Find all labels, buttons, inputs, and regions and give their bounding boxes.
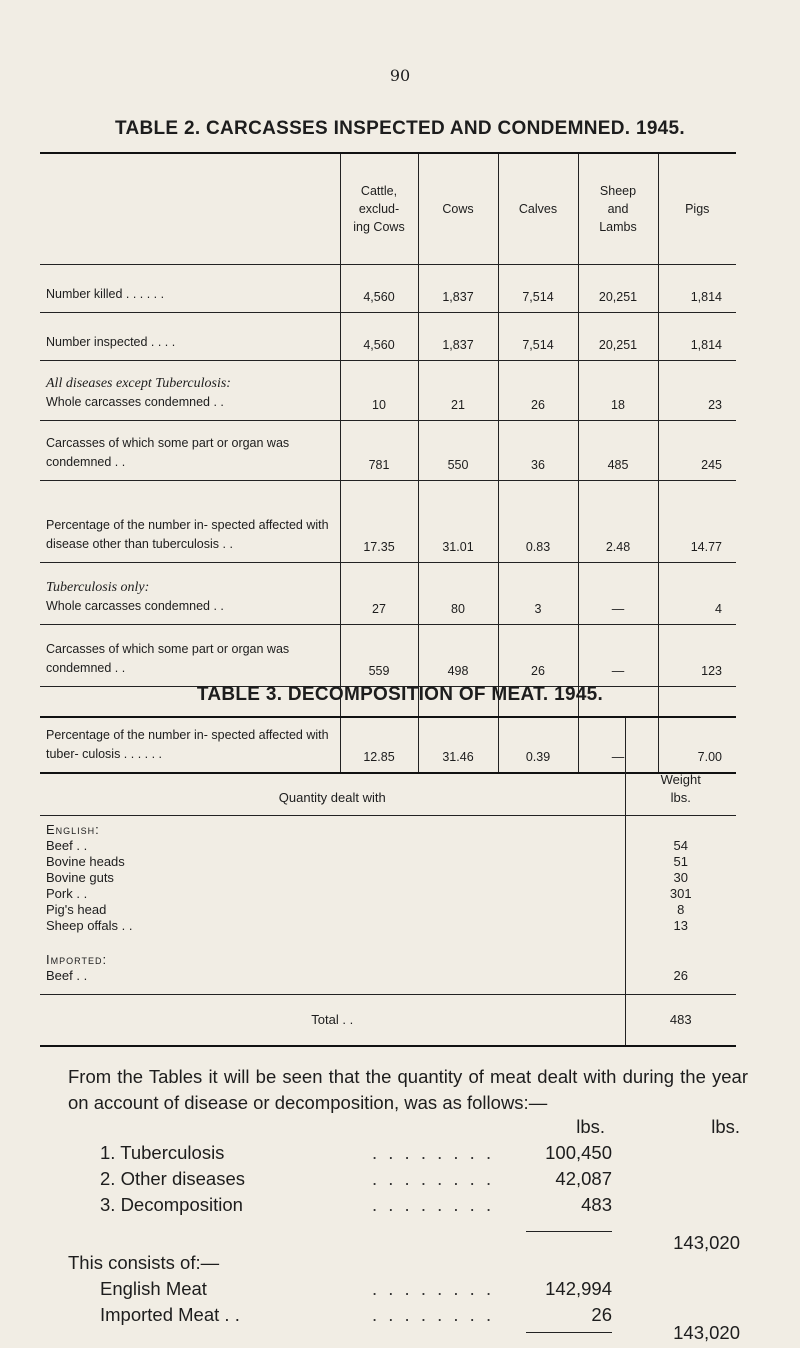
cell: 4 — [658, 563, 736, 625]
cell: 550 — [418, 421, 498, 481]
cell: 123 — [658, 625, 736, 687]
total-row — [40, 995, 736, 1047]
summary-paragraph: From the Tables it will be seen that the quantity of meat dealt with during the year on account of disease or decomposition, was as follows:— — [68, 1066, 748, 1113]
item-label: Pork . . — [46, 886, 88, 901]
table3-title: TABLE 3. DECOMPOSITION OF MEAT. 1945. — [196, 684, 604, 705]
table-row — [40, 421, 736, 481]
table-row — [40, 563, 736, 625]
cell: 26 — [498, 361, 578, 421]
table3-col-quantity: Quantity dealt with — [40, 717, 625, 816]
english-heading: English: — [46, 822, 100, 837]
table-row — [40, 968, 736, 995]
summary-item-label: 3. Decomposition — [100, 1194, 243, 1215]
cell: 31.46 — [418, 687, 498, 773]
row-label: Carcasses of which some part or organ was condemned . . — [40, 625, 340, 687]
table-row — [40, 265, 736, 313]
cell: 51 — [625, 854, 736, 870]
row-label: All diseases except Tuberculosis: Whole carcasses condemned . . — [40, 361, 340, 421]
cell: 12.85 — [340, 687, 418, 773]
cell: 26 — [625, 968, 736, 995]
table2-header-blank — [40, 153, 340, 265]
table-row — [40, 870, 736, 886]
table2-col-calves: Calves — [498, 153, 578, 265]
cell: 7.00 — [658, 687, 736, 773]
cell: 1,814 — [658, 265, 736, 313]
item-label: Beef . . — [46, 968, 88, 983]
cell: — — [578, 563, 658, 625]
table-row — [40, 918, 736, 934]
item-label: Bovine guts — [46, 870, 114, 885]
row-label: Number inspected . . . . — [40, 313, 340, 361]
cell: 30 — [625, 870, 736, 886]
leader-dots: . . . . . . . . — [372, 1304, 495, 1325]
cell: 23 — [658, 361, 736, 421]
part-label: English Meat — [100, 1278, 207, 1299]
table-row — [40, 886, 736, 902]
cell: 20,251 — [578, 265, 658, 313]
part-value: 26 — [591, 1304, 612, 1325]
imported-heading: Imported: — [46, 952, 108, 967]
summary-item-value: 483 — [581, 1194, 612, 1215]
page-number: 90 — [389, 66, 411, 85]
total-value: 143,020 — [673, 1322, 740, 1343]
table-row — [40, 481, 736, 563]
cell: 1,837 — [418, 265, 498, 313]
cell: 54 — [625, 838, 736, 854]
sum-rule — [526, 1332, 612, 1333]
cell: 498 — [418, 625, 498, 687]
leader-dots: . . . . . . . . — [372, 1194, 495, 1215]
cell: 26 — [498, 625, 578, 687]
cell: 3 — [498, 563, 578, 625]
cell: 0.39 — [498, 687, 578, 773]
cell: 781 — [340, 421, 418, 481]
cell: 10 — [340, 361, 418, 421]
cell: 2.48 — [578, 481, 658, 563]
row-label: Carcasses of which some part or organ was condemned . . — [40, 421, 340, 481]
cell: 1,814 — [658, 313, 736, 361]
leader-dots: . . . . . . . . — [372, 1142, 495, 1163]
cell: — — [578, 687, 658, 773]
table-row — [40, 854, 736, 870]
cell: 4,560 — [340, 265, 418, 313]
cell: 27 — [340, 563, 418, 625]
summary-item-label: 1. Tuberculosis — [100, 1142, 225, 1163]
leader-dots: . . . . . . . . — [372, 1168, 495, 1189]
cell: 485 — [578, 421, 658, 481]
table2-col-cattle: Cattle, exclud- ing Cows — [340, 153, 418, 265]
cell: 17.35 — [340, 481, 418, 563]
row-label: Percentage of the number in- spected affected with tuber- culosis . . . . . . — [40, 687, 340, 773]
cell: 36 — [498, 421, 578, 481]
unit-label: lbs. — [576, 1116, 605, 1137]
table2-col-sheep: Sheep and Lambs — [578, 153, 658, 265]
cell: 20,251 — [578, 313, 658, 361]
table3-col-weight: Weight lbs. — [625, 717, 736, 816]
summary-item-value: 100,450 — [545, 1142, 612, 1163]
part-value: 142,994 — [545, 1278, 612, 1299]
part-label: Imported Meat . . — [100, 1304, 240, 1325]
item-label: Pig's head — [46, 902, 107, 917]
table3-decomposition — [40, 716, 736, 1047]
cell: 14.77 — [658, 481, 736, 563]
row-label: Percentage of the number in- spected affected with disease other than tuberculosis . . — [40, 481, 340, 563]
summary-item-label: 2. Other diseases — [100, 1168, 245, 1189]
cell: 8 — [625, 902, 736, 918]
summary-item-value: 42,087 — [555, 1168, 612, 1189]
table-row — [40, 361, 736, 421]
cell: 1,837 — [418, 313, 498, 361]
unit-label: lbs. — [711, 1116, 740, 1137]
cell: 245 — [658, 421, 736, 481]
leader-dots: . . . . . . . . — [372, 1278, 495, 1299]
cell: 7,514 — [498, 313, 578, 361]
section-heading: Tuberculosis only: — [46, 580, 150, 595]
table2-carcasses — [40, 152, 736, 774]
consists-label: This consists of:— — [68, 1252, 220, 1273]
item-label: Sheep offals . . — [46, 918, 133, 933]
cell: 13 — [625, 918, 736, 934]
item-label: Bovine heads — [46, 854, 125, 869]
table-row — [40, 625, 736, 687]
cell: 7,514 — [498, 265, 578, 313]
subtotal-value: 143,020 — [673, 1232, 740, 1253]
cell: 301 — [625, 886, 736, 902]
cell: 4,560 — [340, 313, 418, 361]
row-label: Tuberculosis only: Whole carcasses condemned . . — [40, 563, 340, 625]
table2-col-pigs: Pigs — [658, 153, 736, 265]
cell: 21 — [418, 361, 498, 421]
cell: 18 — [578, 361, 658, 421]
table-row — [40, 838, 736, 854]
cell: 80 — [418, 563, 498, 625]
sum-rule — [526, 1231, 612, 1232]
table2-col-cows: Cows — [418, 153, 498, 265]
table-row — [40, 313, 736, 361]
cell: 0.83 — [498, 481, 578, 563]
table-row — [40, 902, 736, 918]
total-label: Total . . — [40, 995, 625, 1047]
row-label: Number killed . . . . . . — [40, 265, 340, 313]
cell: 31.01 — [418, 481, 498, 563]
item-label: Beef . . — [46, 838, 88, 853]
table2-title: TABLE 2. CARCASSES INSPECTED AND CONDEMNED. 1945. — [114, 118, 685, 139]
cell: 559 — [340, 625, 418, 687]
total-value: 483 — [625, 995, 736, 1047]
section-heading: All diseases except Tuberculosis: — [46, 376, 231, 391]
cell: — — [578, 625, 658, 687]
